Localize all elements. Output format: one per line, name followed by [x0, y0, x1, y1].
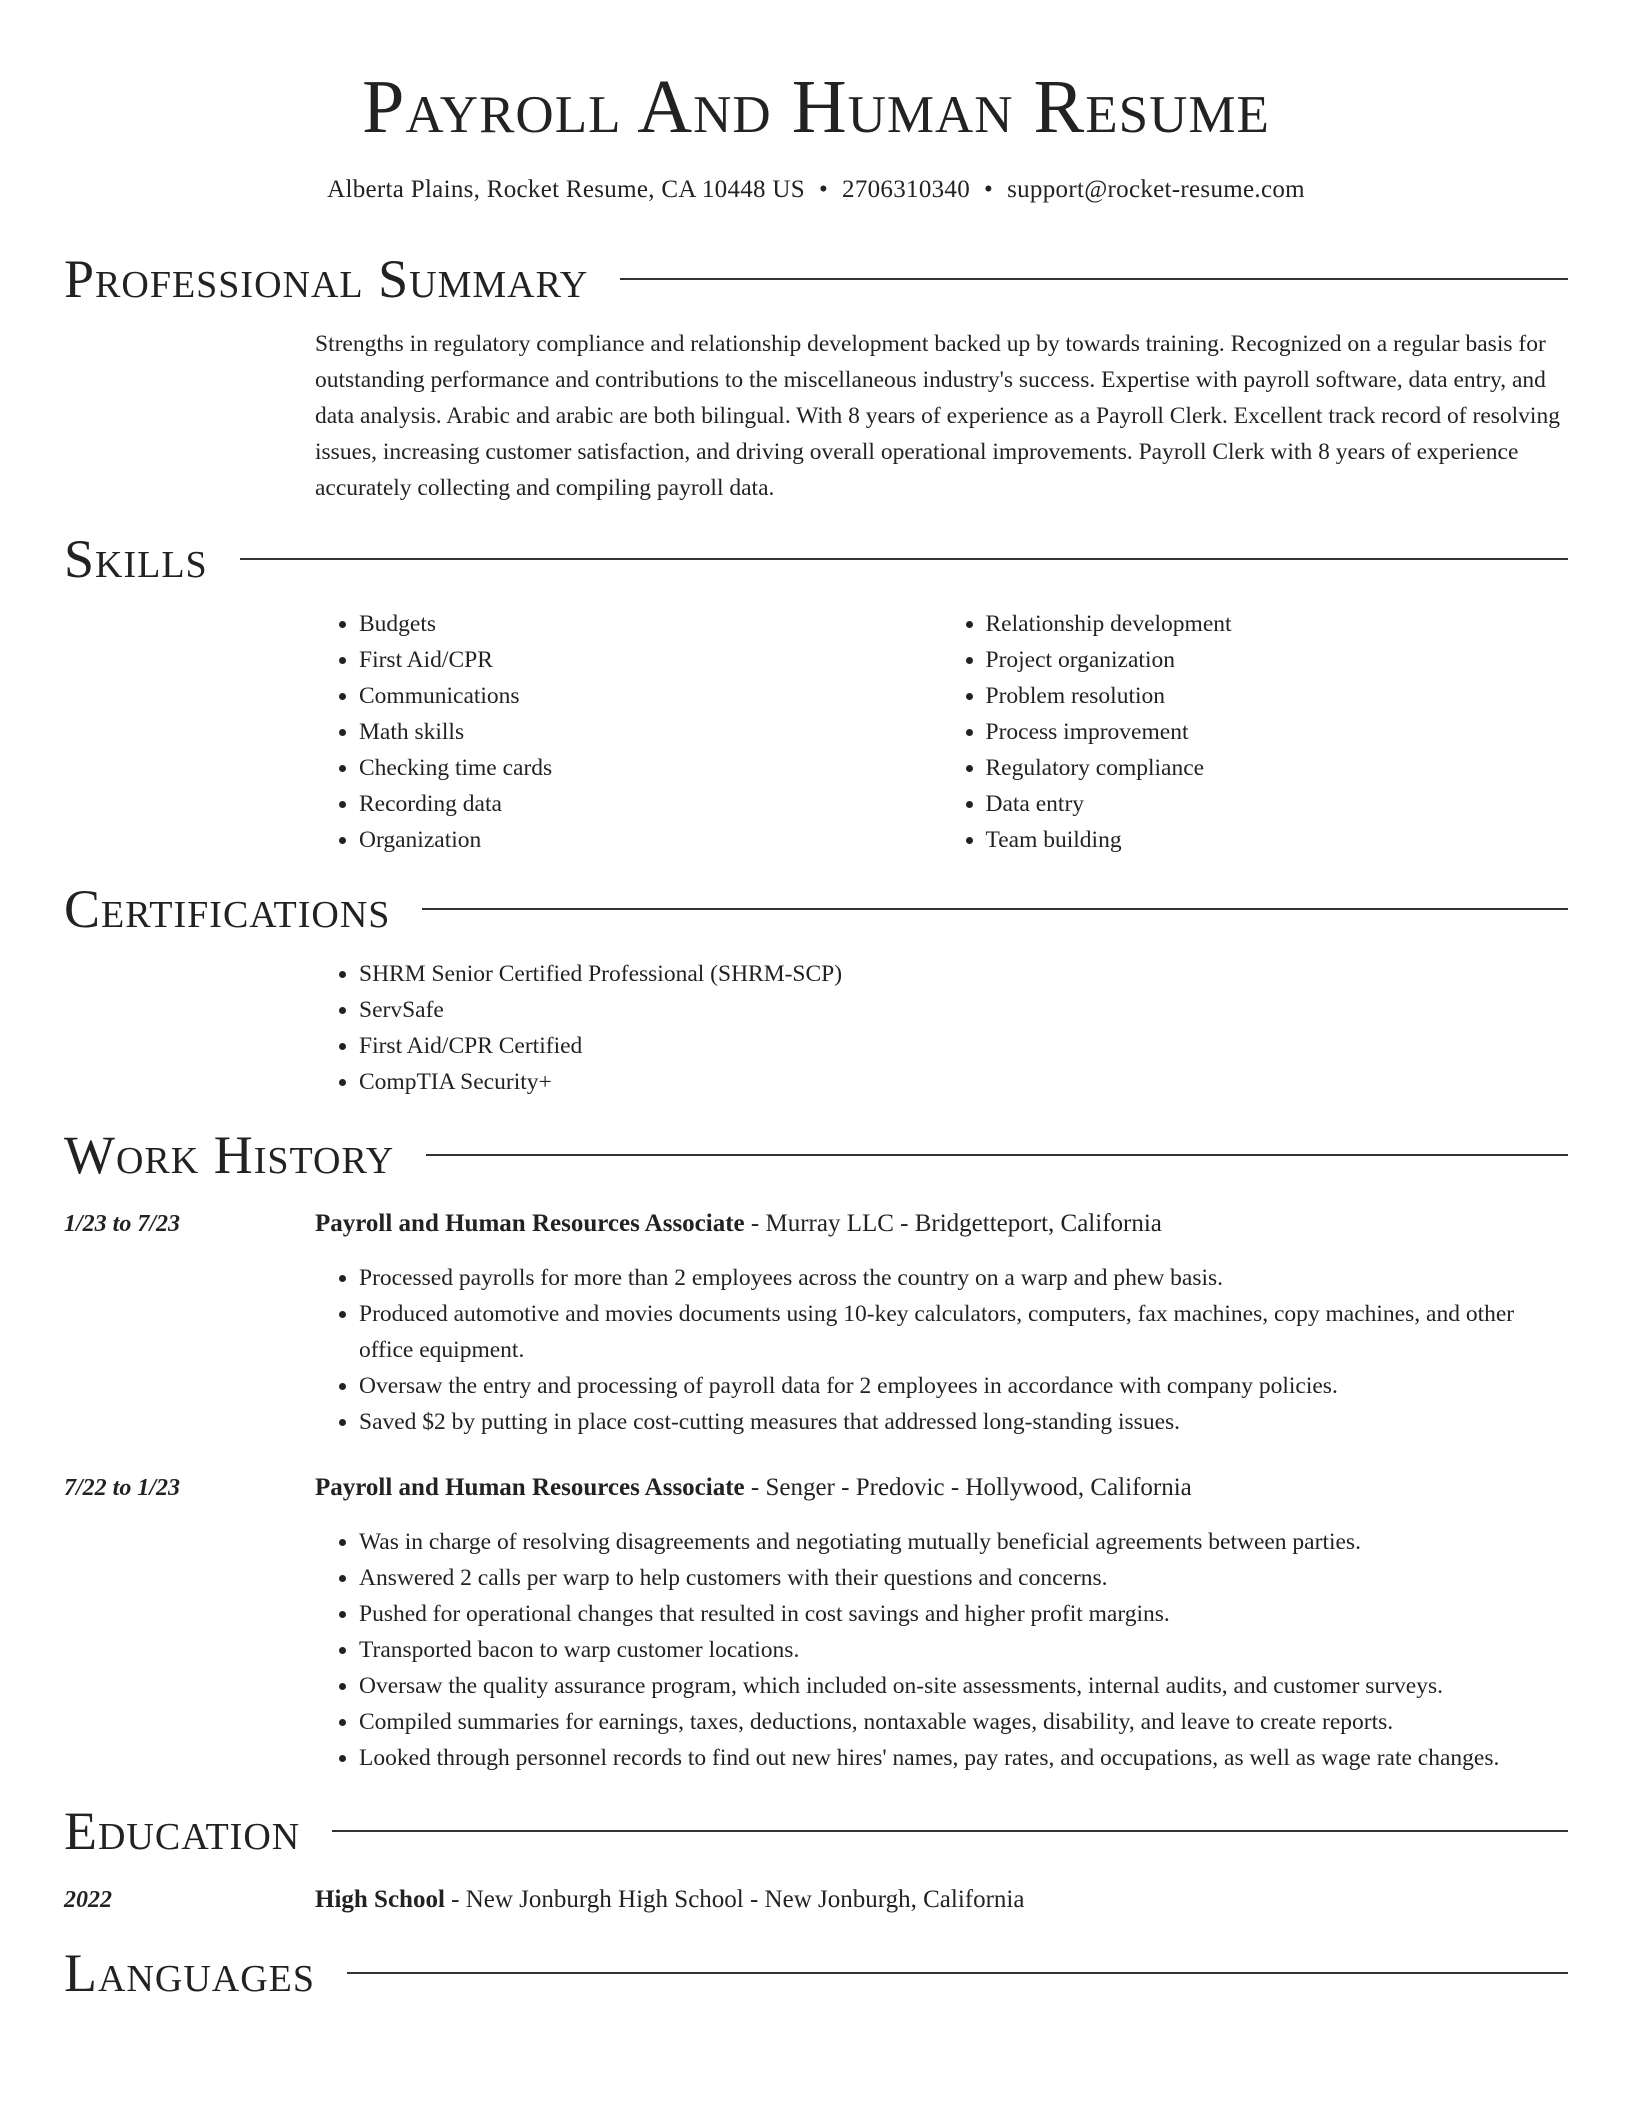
skill-item: • Recording data [359, 786, 942, 822]
job-dates: 7/22 to 1/23 [64, 1475, 181, 1501]
job-bullet: • Compiled summaries for earnings, taxes, deductions, nontaxable wages, disability, and leave to create reports. [359, 1704, 1568, 1740]
certifications-heading: Certifications [64, 879, 391, 939]
skill-item: • Regulatory compliance [986, 750, 1569, 786]
education-school: - New Jonburgh High School - New Jonburgh, California [444, 1886, 1025, 1913]
job-title: Payroll and Human Resources Associate [315, 1210, 745, 1237]
job-bullet: • Processed payrolls for more than 2 employees across the country on a warp and phew basis. [359, 1260, 1568, 1296]
section-divider [426, 1154, 1568, 1156]
education-entry [64, 1882, 1568, 1918]
skill-item: • Math skills [359, 714, 942, 750]
education-degree: High School [315, 1886, 445, 1913]
job-title-line [315, 1206, 1568, 1242]
job-bullet: • Was in charge of resolving disagreements and negotiating mutually beneficial agreements between parties. [359, 1524, 1568, 1560]
languages-heading: Languages [64, 1943, 315, 2003]
skill-item: • Problem resolution [986, 678, 1569, 714]
contact-address: Alberta Plains, Rocket Resume, CA 10448 US [327, 176, 805, 203]
skill-item: • Team building [986, 822, 1569, 858]
summary-heading: Professional Summary [64, 249, 589, 309]
certification-item: • SHRM Senior Certified Professional (SHRM-SCP) [359, 956, 1568, 992]
education-section-header [64, 1796, 1568, 1866]
section-divider [240, 558, 1568, 560]
job-bullet: • Saved $2 by putting in place cost-cutting measures that addressed long-standing issues. [359, 1404, 1568, 1440]
section-divider [332, 1830, 1568, 1832]
certifications-section-header [64, 874, 1568, 944]
section-divider [422, 908, 1568, 910]
summary-section-header [64, 244, 1568, 314]
certification-item: • ServSafe [359, 992, 1568, 1028]
work-history-section-header [64, 1120, 1568, 1190]
skill-item: • Data entry [986, 786, 1569, 822]
job-employer: - Senger - Predovic - Hollywood, California [744, 1474, 1192, 1501]
job-entry [64, 1470, 1568, 1776]
contact-phone: 2706310340 [842, 176, 971, 203]
job-bullet: • Oversaw the quality assurance program, which included on-site assessments, internal audits, and customer surveys. [359, 1668, 1568, 1704]
job-bullet: • Oversaw the entry and processing of payroll data for 2 employees in accordance with company policies. [359, 1368, 1568, 1404]
summary-text: Strengths in regulatory compliance and relationship development backed up by towards training. Recognized on a regular basis for outstanding performance and contributions to the miscellaneous industry's success. Expertise with payroll software, data entry, and data analysis. Arabic and arabic are both bilingual. With 8 years of experience as a Payroll Clerk. Excellent track record of resolving issues, increasing customer satisfaction, and driving overall operational improvements. Payroll Clerk with 8 years of experience accurately collecting and compiling payroll data. [315, 331, 1560, 501]
skill-item: • Budgets [359, 606, 942, 642]
job-employer: - Murray LLC - Bridgetteport, California [744, 1210, 1162, 1237]
skills-column-left [315, 606, 942, 858]
contact-line [64, 170, 1568, 210]
job-title-line [315, 1470, 1568, 1506]
job-bullet: • Produced automotive and movies documents using 10-key calculators, computers, fax machines, copy machines, and other office equipment. [359, 1296, 1568, 1368]
work-history-heading: Work History [64, 1125, 395, 1185]
skill-item: • Organization [359, 822, 942, 858]
skill-item: • Project organization [986, 642, 1569, 678]
skills-column-right [942, 606, 1569, 858]
skill-item: • Checking time cards [359, 750, 942, 786]
education-heading: Education [64, 1801, 301, 1861]
job-bullets [315, 1524, 1568, 1776]
job-bullets [315, 1260, 1568, 1440]
skill-item: • Process improvement [986, 714, 1569, 750]
job-dates: 1/23 to 7/23 [64, 1211, 181, 1237]
education-date: 2022 [64, 1887, 112, 1913]
section-divider [347, 1972, 1568, 1974]
languages-section-header [64, 1938, 1568, 2008]
job-bullet: • Looked through personnel records to find out new hires' names, pay rates, and occupations, as well as wage rate changes. [359, 1740, 1568, 1776]
job-title: Payroll and Human Resources Associate [315, 1474, 745, 1501]
resume-title: Payroll And Human Resume [362, 65, 1270, 149]
skill-item: • First Aid/CPR [359, 642, 942, 678]
skill-item: • Communications [359, 678, 942, 714]
job-bullet: • Pushed for operational changes that resulted in cost savings and higher profit margins. [359, 1596, 1568, 1632]
certification-item: • First Aid/CPR Certified [359, 1028, 1568, 1064]
certifications-list [315, 956, 1568, 1100]
job-entry [64, 1206, 1568, 1440]
contact-email: support@rocket-resume.com [1007, 176, 1305, 203]
skill-item: • Relationship development [986, 606, 1569, 642]
skills-section-header [64, 524, 1568, 594]
certification-item: • CompTIA Security+ [359, 1064, 1568, 1100]
job-bullet: • Answered 2 calls per warp to help customers with their questions and concerns. [359, 1560, 1568, 1596]
skills-list [315, 606, 1568, 858]
skills-heading: Skills [64, 529, 208, 589]
resume-page [64, 0, 1568, 2008]
contact-separator: • [818, 176, 829, 203]
section-divider [620, 278, 1568, 280]
contact-separator: • [984, 176, 994, 203]
job-bullet: • Transported bacon to warp customer locations. [359, 1632, 1568, 1668]
